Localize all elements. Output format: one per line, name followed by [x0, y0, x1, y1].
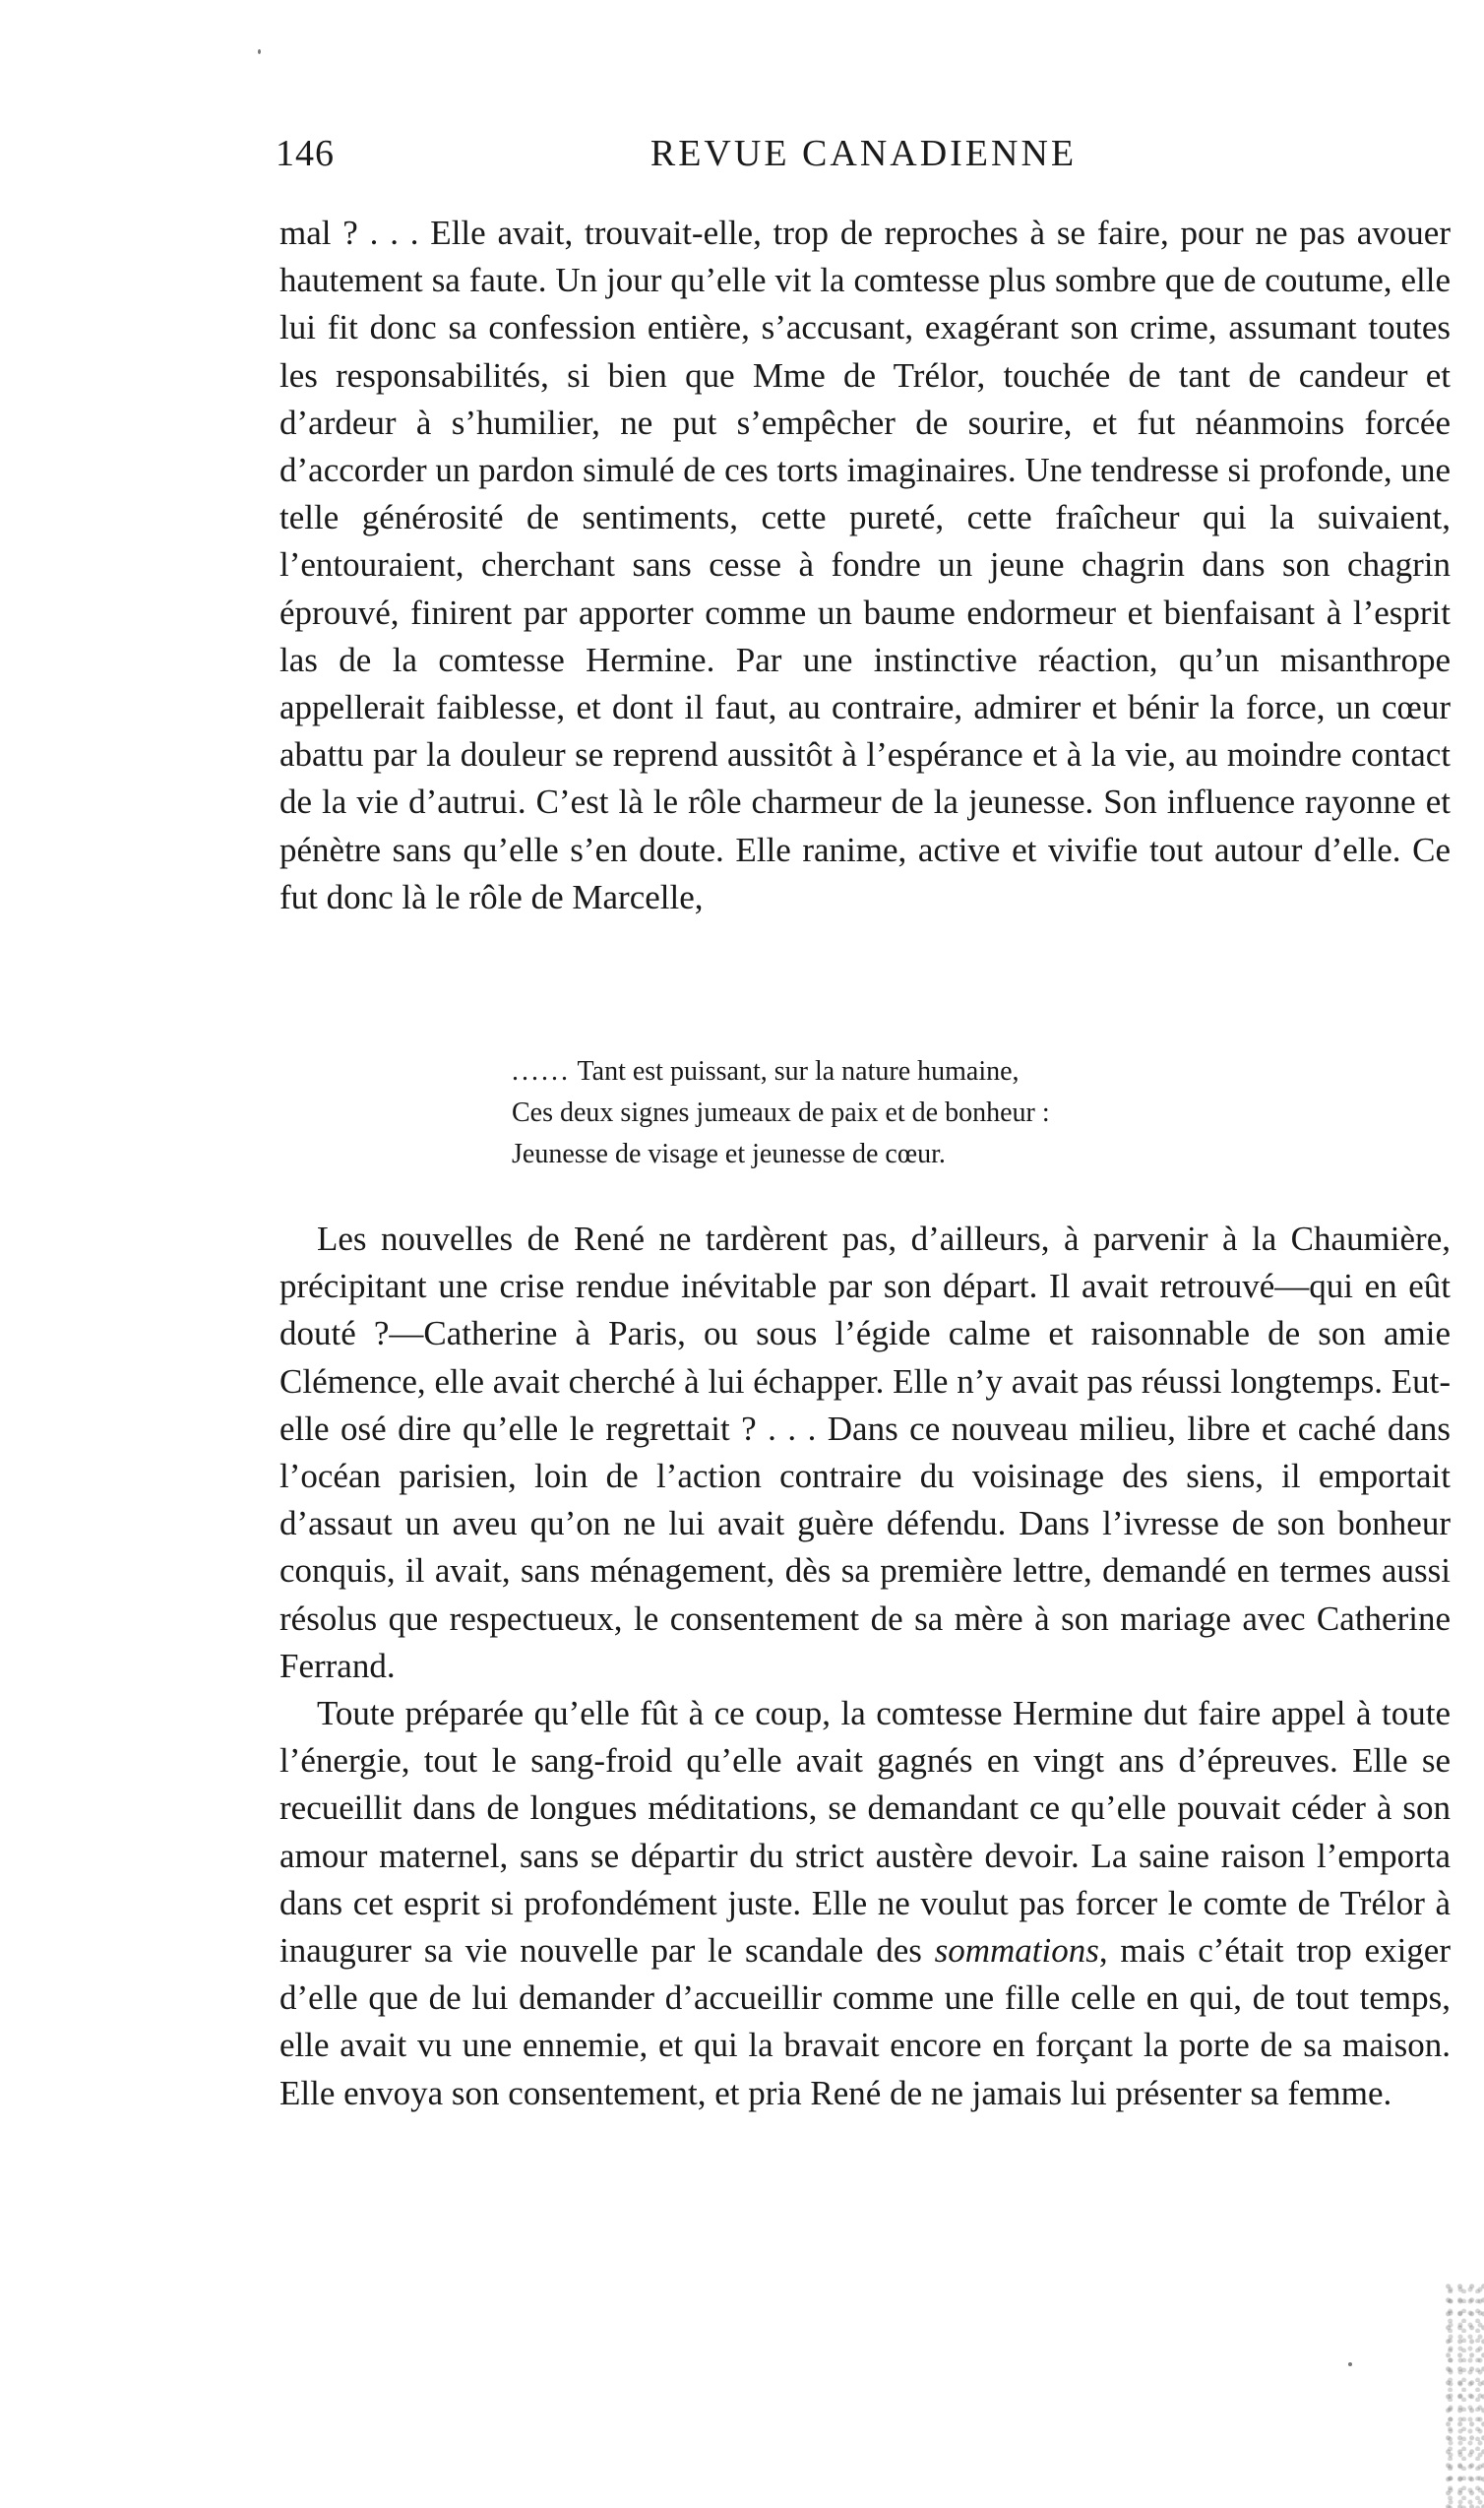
text-block-lower: [279, 1216, 1451, 2117]
verse-ellipsis: ......: [512, 1056, 571, 1087]
scan-speck: [258, 49, 261, 54]
verse-line-1: [512, 1051, 1299, 1093]
italic-word: sommations: [934, 1931, 1099, 1971]
text-block-upper: [279, 210, 1451, 921]
paragraph-continuation: mal ? . . . Elle avait, trouvait-elle, trop de reproches à se faire, pour ne pas avouer hautement sa faute. Un jour qu’elle vit la comtesse plus sombre que de coutume, elle lui fit donc sa confession entière, s’accusant, exagérant son crime, assumant toutes les responsabilités, si bien que Mme de Trélor, touchée de tant de candeur et d’ardeur à s’humilier, ne put s’empêcher de sourire, et fut néanmoins forcée d’accorder un pardon simulé de ces torts imaginaires. Une tendresse si profonde, une telle générosité de sentiments, cette pureté, cette fraîcheur qui la suivaient, l’entouraient, cherchant sans cesse à fondre un jeune chagrin dans son chagrin éprouvé, finirent par apporter comme un baume endormeur et bienfaisant à l’esprit las de la comtesse Hermine. Par une instinctive réaction, qu’un misanthrope appellerait faiblesse, et dont il faut, au contraire, admirer et bénir la force, un cœur abattu par la douleur se reprend aussitôt à l’espérance et à la vie, au moindre contact de la vie d’autrui. C’est là le rôle charmeur de la jeunesse. Son influence rayonne et pénètre sans qu’elle s’en doute. Elle ranime, active et vivifie tout autour d’elle. Ce fut donc là le rôle de Marcelle,: [279, 214, 1451, 916]
verse-line-1-text: Tant est puissant, sur la nature humaine,: [577, 1056, 1020, 1087]
running-head: [276, 132, 1452, 181]
page-number: 146: [276, 133, 335, 174]
scan-edge-noise: [1445, 2284, 1484, 2508]
verse-quotation: [512, 1051, 1299, 1175]
paragraph-comtesse-decision: [279, 1690, 1451, 2117]
running-title: REVUE CANADIENNE: [649, 133, 1078, 174]
verse-line-3: Jeunesse de visage et jeunesse de cœur.: [512, 1139, 946, 1169]
paragraph-text-start: Toute préparée qu’elle fût à ce coup, la comtesse Hermine dut faire appel à toute l’énergie, tout le sang-froid qu’elle avait gagnés en vingt ans d’épreuves. Elle se recueillit dans de longues méditations, se demandant ce qu’elle pouvait céder à son amour maternel, sans se départir du strict austère devoir. La saine raison l’emporta dans cet esprit si profondément juste. Elle ne voulut pas forcer le comte de Trélor à inaugurer sa vie nouvelle par le scandale des: [279, 1694, 1451, 1971]
paragraph-rene-news: Les nouvelles de René ne tardèrent pas, d’ailleurs, à parvenir à la Chaumière, précipitant une crise rendue inévitable par son départ. Il avait retrouvé—qui en eût douté ?—Catherine à Paris, ou sous l’égide calme et raisonnable de son amie Clémence, elle avait cherché à lui échapper. Elle n’y avait pas réussi longtemps. Eut-elle osé dire qu’elle le regrettait ? . . . Dans ce nouveau milieu, libre et caché dans l’océan parisien, loin de l’action contraire du voisinage des siens, il emportait d’assaut un aveu qu’on ne lui avait guère défendu. Dans l’ivresse de son bonheur conquis, il avait, sans ménagement, dès sa première lettre, demandé en termes aussi résolus que respectueux, le consentement de sa mère à son mariage avec Catherine Ferrand.: [279, 1220, 1451, 1685]
verse-line-2: Ces deux signes jumeaux de paix et de bonheur :: [512, 1097, 1050, 1128]
paragraph-text-end: , mais c’était trop exiger d’elle que de lui demander d’accueillir comme une fille celle en qui, de tout temps, elle avait vu une ennemie, et qui la bravait encore en forçant la porte de sa maison. Elle envoya son consentement, et pria René de ne jamais lui présenter sa femme.: [279, 1931, 1451, 2112]
scan-speck: [1348, 2362, 1352, 2366]
